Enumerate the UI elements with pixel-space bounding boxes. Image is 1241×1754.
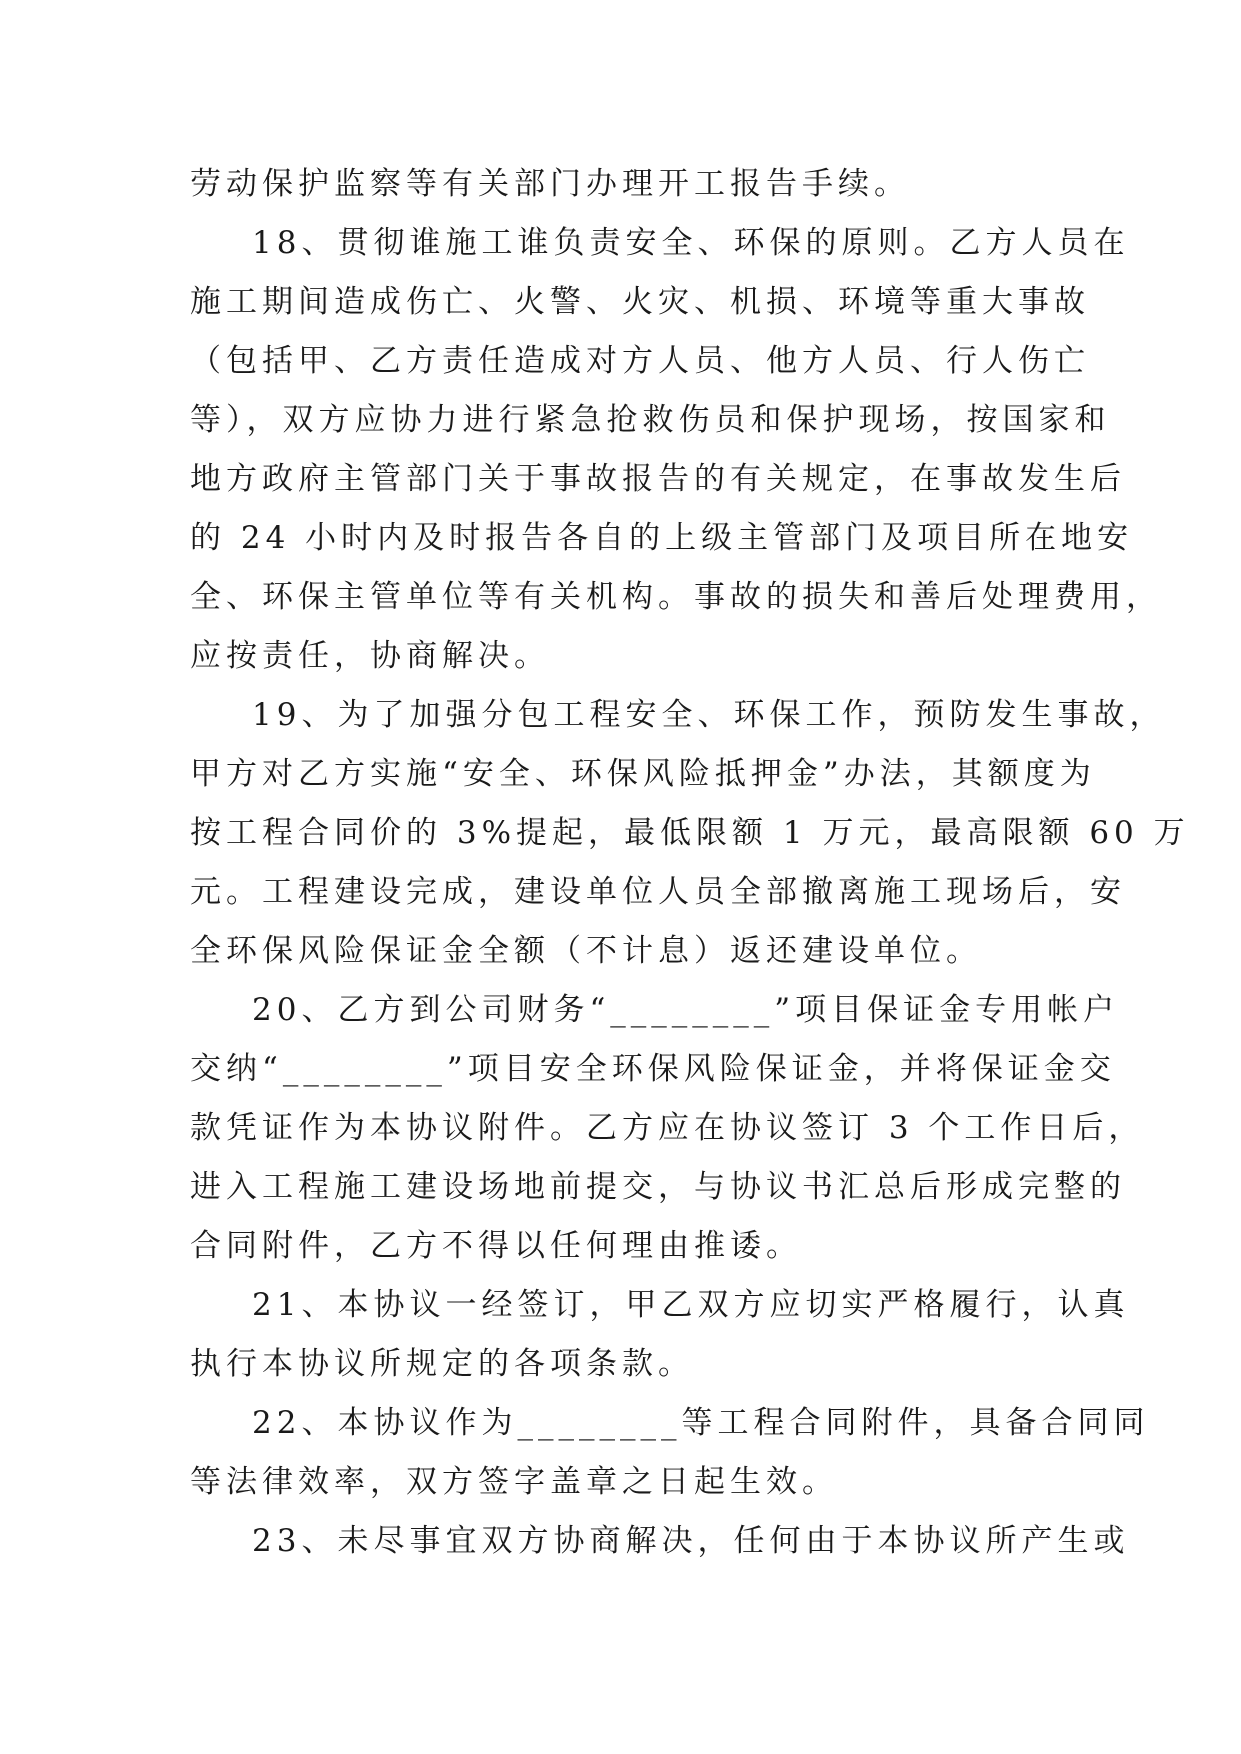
text-line: 元。工程建设完成，建设单位人员全部撤离施工现场后，安 bbox=[190, 874, 1126, 910]
paragraph-clause-21 bbox=[190, 1276, 1130, 1394]
paragraph-clause-20 bbox=[190, 981, 1145, 1276]
text-line: 21、本协议一经签订，甲乙双方应切实严格履行，认真 bbox=[252, 1287, 1130, 1323]
text-line: 施工期间造成伤亡、火警、火灾、机损、环境等重大事故 bbox=[190, 284, 1090, 320]
text-line: 交纳“________”项目安全环保风险保证金，并将保证金交 bbox=[190, 1051, 1116, 1087]
paragraph-clause-18 bbox=[190, 214, 1162, 686]
text-line: 劳动保护监察等有关部门办理开工报告手续。 bbox=[190, 166, 910, 202]
text-line: 地方政府主管部门关于事故报告的有关规定，在事故发生后 bbox=[190, 461, 1126, 497]
text-line: 19、为了加强分包工程安全、环保工作，预防发生事故， bbox=[252, 697, 1166, 733]
paragraph-clause-22 bbox=[190, 1394, 1150, 1512]
text-line: 20、乙方到公司财务“________”项目保证金专用帐户 bbox=[252, 992, 1120, 1028]
text-line: 等），双方应协力进行紧急抢救伤员和保护现场，按国家和 bbox=[190, 402, 1111, 438]
text-line: 的 24 小时内及时报告各自的上级主管部门及项目所在地安 bbox=[190, 520, 1134, 556]
text-line: 22、本协议作为________等工程合同附件，具备合同同 bbox=[252, 1405, 1150, 1441]
text-line: 进入工程施工建设场地前提交，与协议书汇总后形成完整的 bbox=[190, 1169, 1126, 1205]
text-line: 全环保风险保证金全额（不计息）返还建设单位。 bbox=[190, 933, 982, 969]
paragraph-continuation bbox=[190, 155, 1070, 214]
text-line: 23、未尽事宜双方协商解决，任何由于本协议所产生或 bbox=[252, 1523, 1130, 1559]
text-line: 甲方对乙方实施“安全、环保风险抵押金”办法，其额度为 bbox=[190, 756, 1096, 792]
paragraph-clause-23 bbox=[190, 1512, 1130, 1571]
text-line: 按工程合同价的 3%提起，最低限额 1 万元，最高限额 60 万 bbox=[190, 815, 1190, 851]
text-line: 等法律效率，双方签字盖章之日起生效。 bbox=[190, 1464, 838, 1500]
text-line: 合同附件，乙方不得以任何理由推诿。 bbox=[190, 1228, 802, 1264]
text-line: 18、贯彻谁施工谁负责安全、环保的原则。乙方人员在 bbox=[252, 225, 1130, 261]
document-body bbox=[190, 155, 1190, 1571]
text-line: 应按责任，协商解决。 bbox=[190, 638, 550, 674]
text-line: 款凭证作为本协议附件。乙方应在协议签订 3 个工作日后， bbox=[190, 1110, 1145, 1146]
paragraph-clause-19 bbox=[190, 686, 1190, 981]
text-line: （包括甲、乙方责任造成对方人员、他方人员、行人伤亡 bbox=[190, 343, 1090, 379]
text-line: 全、环保主管单位等有关机构。事故的损失和善后处理费用， bbox=[190, 579, 1162, 615]
text-line: 执行本协议所规定的各项条款。 bbox=[190, 1346, 694, 1382]
